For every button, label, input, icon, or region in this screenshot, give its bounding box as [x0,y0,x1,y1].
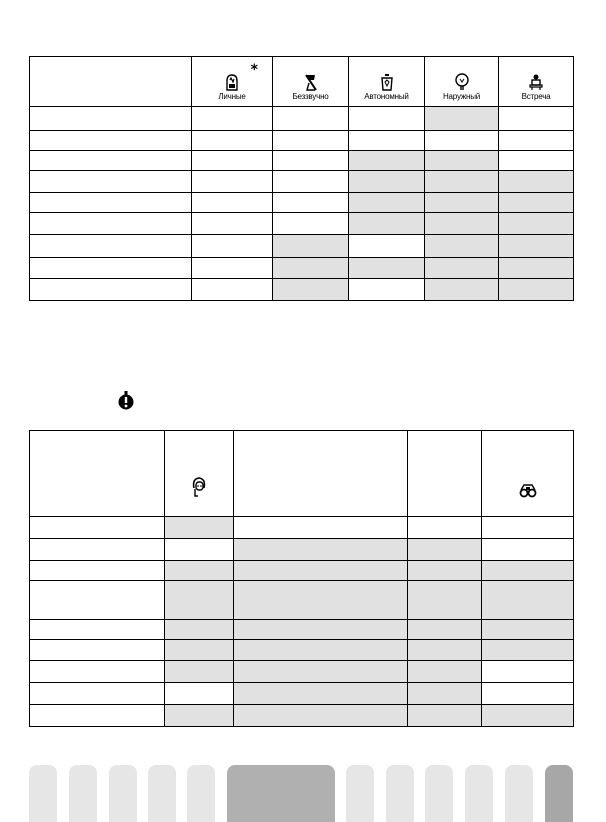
table-row [30,151,574,171]
table-row [30,213,574,235]
profile-autonomy-header [349,57,425,107]
profiles-header-blank [30,57,192,107]
chapter-tab[interactable] [465,765,493,822]
meeting-profile-icon [528,73,544,91]
table-row [30,683,574,705]
table-row [30,235,574,258]
profiles-table [29,56,574,301]
table-row [30,107,574,131]
car-kit-icon [518,482,538,498]
accessory-headset-header [165,431,234,517]
chapter-tab[interactable] [346,765,374,822]
profile-label: Встреча [521,92,551,101]
table-row [30,193,574,213]
profile-outdoors-header [425,57,499,107]
accessory-column-header [408,431,482,517]
asterisk-mark: * [250,62,258,78]
accessories-header-row [30,431,574,517]
outdoors-profile-icon [454,73,470,91]
profile-silent-header [273,57,349,107]
profile-label: Личные [218,92,246,101]
chapter-tabs [29,765,573,822]
table-row [30,517,574,539]
note-icon [117,391,135,411]
table-row [30,171,574,193]
silent-profile-icon [303,73,319,91]
profiles-header-row [30,57,574,107]
autonomy-profile-icon [379,73,395,91]
table-row [30,705,574,727]
headset-icon [190,476,208,498]
chapter-tab[interactable] [148,765,176,822]
accessory-column-header [234,431,408,517]
chapter-tab[interactable] [386,765,414,822]
table-row [30,539,574,561]
accessories-table [29,430,574,727]
table-row [30,640,574,661]
accessories-header-blank [30,431,165,517]
profile-label: Автономный [364,92,409,101]
table-row [30,581,574,620]
chapter-tab[interactable] [545,765,573,822]
chapter-tab[interactable] [187,765,215,822]
chapter-tab[interactable] [425,765,453,822]
table-row [30,131,574,151]
table-row [30,661,574,683]
chapter-tab[interactable] [505,765,533,822]
table-row [30,561,574,581]
chapter-tab[interactable] [29,765,57,822]
chapter-tab[interactable] [109,765,137,822]
accessory-carkit-header [482,431,574,517]
table-row [30,620,574,640]
chapter-tab[interactable] [69,765,97,822]
personal-profile-icon [224,73,240,91]
profile-meeting-header [499,57,574,107]
table-row [30,258,574,279]
profile-personal-header [192,57,273,107]
profile-label: Наружный [442,92,481,101]
chapter-tab-active[interactable] [227,765,335,822]
table-row [30,279,574,301]
profile-label: Беззвучно [292,92,329,101]
